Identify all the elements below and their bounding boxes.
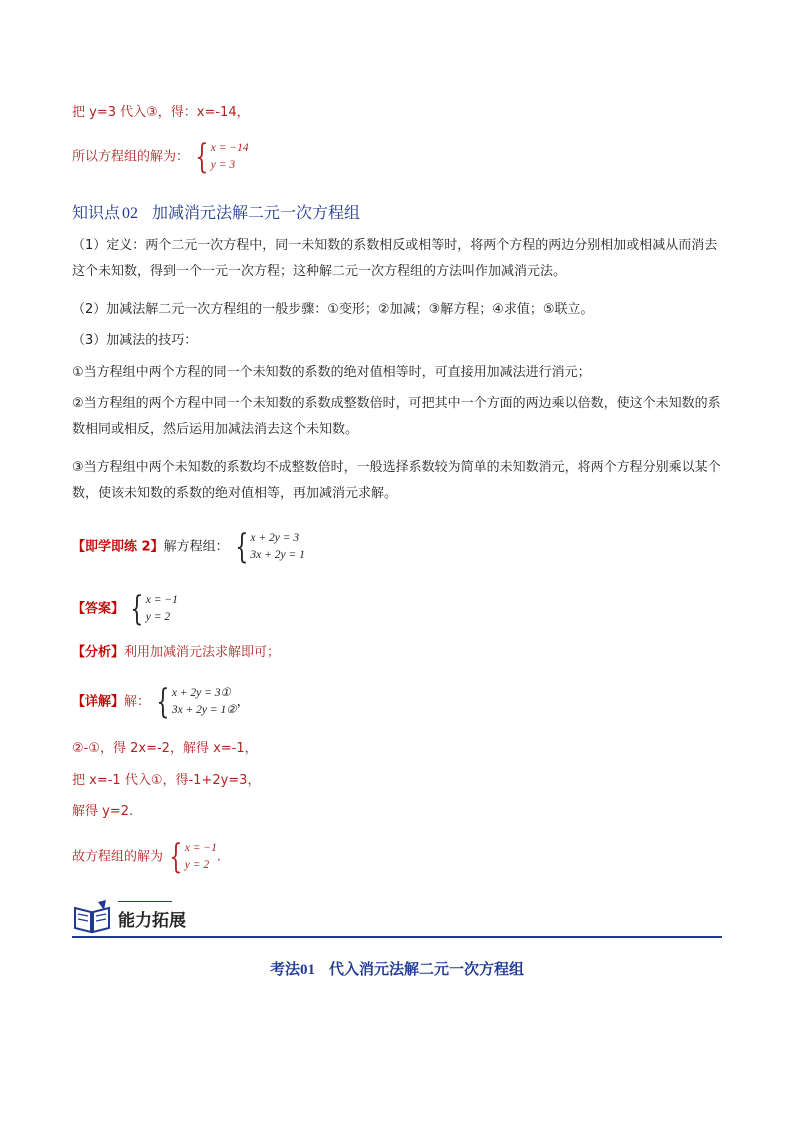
answer-system: { x = −1 y = 2 <box>130 589 178 629</box>
equation: x + 2y = 3① <box>171 687 231 699</box>
practice-line <box>72 527 305 567</box>
equation: y = 2 <box>145 611 171 623</box>
section-title: 能力拓展 <box>118 911 186 931</box>
section-divider <box>72 936 722 938</box>
equation: y = 3 <box>210 159 236 171</box>
detail-step-3: 解得 y=2. <box>72 804 134 819</box>
detail-line: 【详解】解： { x + 2y = 3① 3x + 2y = 1② ， <box>72 682 250 722</box>
equation: y = 2 <box>184 859 210 871</box>
substitution-line: 把 y=3 代入③，得：x=-14， <box>72 105 250 120</box>
detail-system: { x + 2y = 3① 3x + 2y = 1② <box>156 682 237 722</box>
detail-text: 解： <box>124 694 151 710</box>
book-icon <box>72 898 112 936</box>
definition-paragraph: （1）定义：两个二元一次方程中，同一未知数的系数相反或相等时，将两个方程的两边分别相加或相减从而消去这个未知数，得到一个一元一次方程；这种解二元一次方程组的方法叫作加减消元法。 <box>72 238 718 279</box>
solution-line <box>72 137 249 177</box>
conclusion-prefix: 故方程组的解为 <box>72 849 164 865</box>
kaofa-heading: 考法01 代入消元法解二元一次方程组 <box>269 960 525 978</box>
practice-tag: 【即学即练 2】 <box>72 539 164 555</box>
equation: x = −1 <box>184 842 217 854</box>
solution-prefix: 所以方程组的解为： <box>72 149 190 165</box>
tip-1: ①当方程组中两个方程的同一个未知数的系数的绝对值相等时，可直接用加减法进行消元； <box>72 365 591 380</box>
detail-step-2: 把 x=-1 代入①，得-1+2y=3， <box>72 773 261 788</box>
conclusion-line: 故方程组的解为 { x = −1 y = 2 . <box>72 837 222 877</box>
answer-line <box>72 589 178 629</box>
equation: x = −1 <box>145 594 178 606</box>
equation: x = −14 <box>210 142 249 154</box>
analysis-line <box>72 644 280 662</box>
tip-2: ②当方程组的两个方程中同一个未知数的系数成整数倍时，可把其中一个方面的两边乘以倍数，使这个未知数的系数相同或相反，然后运用加减法消去这个未知数。 <box>72 396 721 437</box>
equation: 3x + 2y = 1② <box>171 704 237 716</box>
equation: 3x + 2y = 1 <box>250 549 305 561</box>
detail-tag: 【详解】 <box>72 694 125 710</box>
practice-system: { x + 2y = 3 3x + 2y = 1 <box>235 527 305 567</box>
steps-paragraph: （2）加减法解二元一次方程组的一般步骤：①变形；②加减；③解方程；④求值；⑤联立。 <box>72 302 594 317</box>
knowledge-heading: 知识点 02 加减消元法解二元一次方程组 <box>72 203 361 222</box>
practice-text: 解方程组： <box>163 539 229 555</box>
solution-system: { x = −14 y = 3 <box>195 137 249 177</box>
equation: x + 2y = 3 <box>250 532 300 544</box>
analysis-text: 利用加减消元法求解即可； <box>124 645 281 660</box>
analysis-tag: 【分析】 <box>72 645 125 660</box>
tip-3: ③当方程组中两个未知数的系数均不成整数倍时，一般选择系数较为简单的未知数消元，将两个方程分别乘以某个数，使该未知数的系数的绝对值相等，再加减消元求解。 <box>72 460 721 501</box>
detail-step-1: ②-①，得 2x=-2，解得 x=-1， <box>72 741 258 756</box>
section-top-rule <box>118 901 172 902</box>
tips-heading: （3）加减法的技巧： <box>72 333 198 348</box>
conclusion-system: { x = −1 y = 2 <box>169 837 217 877</box>
answer-tag: 【答案】 <box>72 601 125 617</box>
